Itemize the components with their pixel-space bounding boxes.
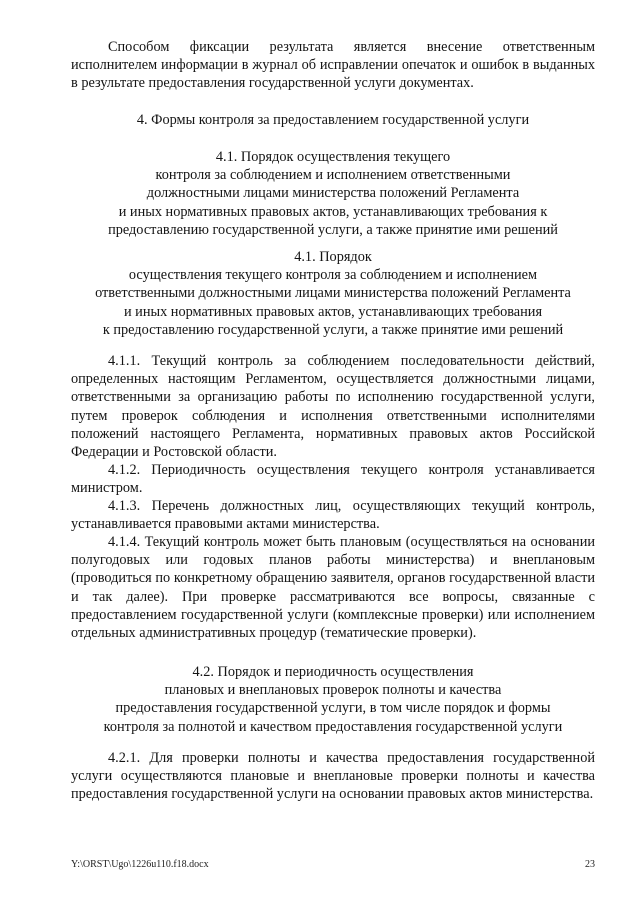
heading-line: осуществления текущего контроля за соблюдением и исполнением [128,267,538,284]
footer-file-path: Y:\ORST\Ugo\1226u110.f18.docx [71,859,209,870]
paragraph-4-1-4: 4.1.4. Текущий контроль может быть плановым (осуществляться на основании полугодовых или годовых планов работы министерства) и внеплановым (проводиться по конкретному обращению заявителя, органов государственной власти и так далее). При проверке рассматриваются все вопросы, связанные с предоставлением государственной услуги (комплексные проверки) или исполнением отдельных административных процедур (тематические проверки). [71,534,595,642]
heading-line: 4.2. Порядок и периодичность осуществления [192,664,474,680]
heading-4-2 [71,663,595,736]
section-4-title: 4. Формы контроля за предоставлением государственной услуги [136,112,530,128]
heading-line: плановых и внеплановых проверок полноты и качества [164,682,502,699]
heading-line: контроля за полнотой и качеством предоставления государственной услуги [103,718,563,735]
heading-line: контроля за соблюдением и исполнением ответственными [155,167,511,184]
paragraph-4-2-1: 4.2.1. Для проверки полноты и качества предоставления государственной услуги осуществляются плановые и внеплановые проверки полноты и качества предоставления государственной услуги на основании правовых актов министерства. [71,750,595,803]
intro-paragraph: Способом фиксации результата является внесение ответственным исполнителем информации в журнал об исправлении опечаток и ошибок в выданных в результате предоставления государственной услуги документах. [71,39,595,92]
heading-line: должностными лицами министерства положений Регламента [146,185,520,202]
heading-4-1-new [71,248,595,339]
paragraph-4-1-2: 4.1.2. Периодичность осуществления текущего контроля устанавливается министром. [71,462,595,497]
heading-line: и иных нормативных правовых актов, устанавливающих требования к [118,203,548,220]
heading-line: ответственными должностными лицами министерства положений Регламента [95,285,571,302]
paragraph-4-1-3: 4.1.3. Перечень должностных лиц, осуществляющих текущий контроль, устанавливается правовыми актами министерства. [71,498,595,533]
heading-line: и иных нормативных правовых актов, устанавливающих требования [123,303,543,320]
page-number: 23 [585,859,595,870]
heading-line: 4.1. Порядок осуществления текущего [215,149,451,165]
heading-4-1-old [71,148,595,239]
heading-line: 4.1. Порядок [294,249,372,265]
heading-line: предоставления государственной услуги, в том числе порядок и формы [115,700,551,717]
heading-line: к предоставлению государственной услуги, а также принятие ими решений [102,321,564,338]
paragraph-4-1-1: 4.1.1. Текущий контроль за соблюдением последовательности действий, определенных настоящим Регламентом, осуществляется должностными лицами, ответственными за организацию работы по исполнению государственной услуги, путем проверок соблюдения и исполнения ответственными исполнителями положений настоящего Регламента, нормативных правовых актов Российской Федерации и Ростовской области. [71,353,595,461]
heading-line: предоставлению государственной услуги, а также принятие ими решений [108,221,558,238]
